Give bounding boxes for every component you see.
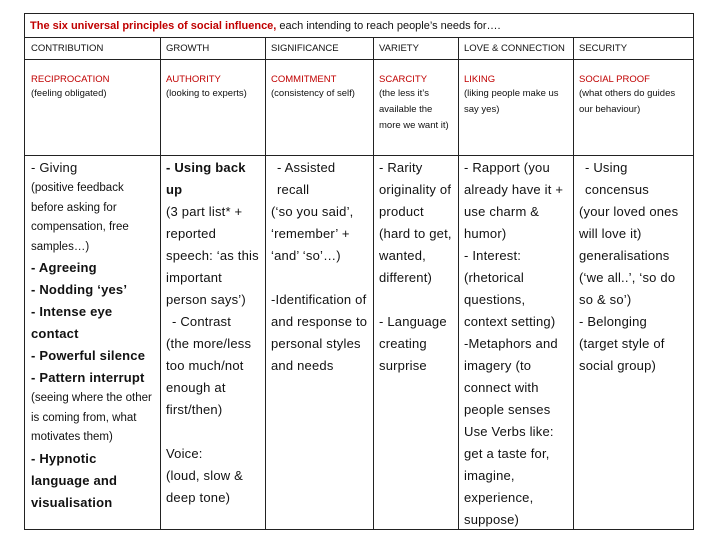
title-rest: each intending to reach people’s needs for….	[276, 20, 501, 32]
technique-rarity: - Rarity originality of product (hard to get, wanted, different)	[379, 160, 452, 285]
table-title	[25, 14, 693, 38]
technique-voice: Voice:	[166, 446, 203, 461]
principle-scarcity	[375, 74, 458, 134]
principle-name: LIKING	[464, 74, 496, 85]
technique-interest: - Interest:	[464, 248, 522, 263]
technique-note: (the more/less too much/not enough at first/then)	[166, 336, 252, 417]
col-divider	[573, 38, 574, 529]
technique-note: (loud, slow & deep tone)	[166, 468, 244, 505]
need-love-connection: LOVE & CONNECTION	[464, 43, 565, 54]
principle-desc: (feeling obligated)	[31, 88, 107, 99]
principle-desc: (consistency of self)	[271, 88, 355, 99]
techniques-social-proof	[575, 157, 693, 377]
techniques-liking	[460, 157, 573, 531]
technique-using-back-up: - Using back up	[166, 160, 246, 197]
principle-desc: (the less it’s available the more we want it)	[379, 88, 449, 131]
principles-table	[24, 13, 694, 530]
need-variety: VARIETY	[379, 43, 419, 54]
technique-eye-contact: - Intense eye contact	[31, 304, 113, 341]
technique-rapport: - Rapport (you already have it + use charm & humor)	[464, 160, 564, 241]
technique-note: (your loved ones will love it) generalisations (‘we all..’, ‘so do so & so’)	[579, 204, 679, 307]
techniques-reciprocation	[27, 157, 160, 514]
col-divider	[160, 38, 161, 529]
technique-agreeing: - Agreeing	[31, 260, 97, 275]
technique-note: (seeing where the other is coming from, what motivates them)	[31, 392, 152, 443]
principle-name: COMMITMENT	[271, 74, 337, 85]
row-divider	[25, 59, 693, 60]
technique-belonging: - Belonging	[579, 314, 647, 329]
row-divider	[25, 155, 693, 156]
technique-note: (3 part list* + reported speech: ‘as this important person says’)	[166, 204, 259, 307]
technique-verbs: Use Verbs like: get a taste for, imagine, experience, suppose)	[464, 424, 554, 527]
principle-name: SCARCITY	[379, 74, 428, 85]
col-divider	[265, 38, 266, 529]
technique-assisted-recall: - Assisted recall	[277, 160, 336, 197]
technique-hypnotic: - Hypnotic language and visualisation	[31, 450, 118, 510]
technique-note: (positive feedback before asking for compensation, free samples…)	[31, 182, 129, 253]
technique-identification: -Identification of and response to personal styles and needs	[271, 292, 368, 373]
technique-giving: - Giving	[31, 160, 78, 175]
title-main: The six universal principles of social influence,	[30, 20, 277, 32]
principle-name: AUTHORITY	[166, 74, 221, 85]
technique-silence: - Powerful silence	[31, 348, 146, 363]
col-divider	[373, 38, 374, 529]
need-contribution: CONTRIBUTION	[31, 43, 104, 54]
technique-nodding: - Nodding ‘yes’	[31, 282, 128, 297]
technique-note: (target style of social group)	[579, 336, 665, 373]
need-significance: SIGNIFICANCE	[271, 43, 339, 54]
principle-authority	[162, 74, 265, 102]
principle-desc: (what others do guides our behaviour)	[579, 88, 676, 115]
principle-liking	[460, 74, 573, 118]
principle-social-proof	[575, 74, 693, 118]
technique-contrast: - Contrast	[172, 314, 232, 329]
principle-desc: (looking to experts)	[166, 88, 247, 99]
col-divider	[458, 38, 459, 529]
technique-language: - Language creating surprise	[379, 314, 447, 373]
technique-using-consensus: - Using concensus	[585, 160, 649, 197]
technique-metaphors: -Metaphors and imagery (to connect with people senses	[464, 336, 558, 417]
technique-note: (‘so you said’, ‘remember’ + ‘and’ ‘so’…)	[271, 204, 354, 263]
need-security: SECURITY	[579, 43, 628, 54]
technique-pattern-interrupt: - Pattern interrupt	[31, 370, 145, 385]
techniques-scarcity	[375, 157, 458, 377]
need-growth: GROWTH	[166, 43, 210, 54]
technique-note: (rhetorical questions, context setting)	[464, 270, 556, 329]
principle-name: RECIPROCATION	[31, 74, 110, 85]
principle-desc: (liking people make us say yes)	[464, 88, 559, 115]
principle-commitment	[267, 74, 373, 102]
techniques-authority	[162, 157, 265, 509]
principle-reciprocation	[27, 74, 160, 102]
techniques-commitment	[267, 157, 373, 377]
principle-name: SOCIAL PROOF	[579, 74, 650, 85]
